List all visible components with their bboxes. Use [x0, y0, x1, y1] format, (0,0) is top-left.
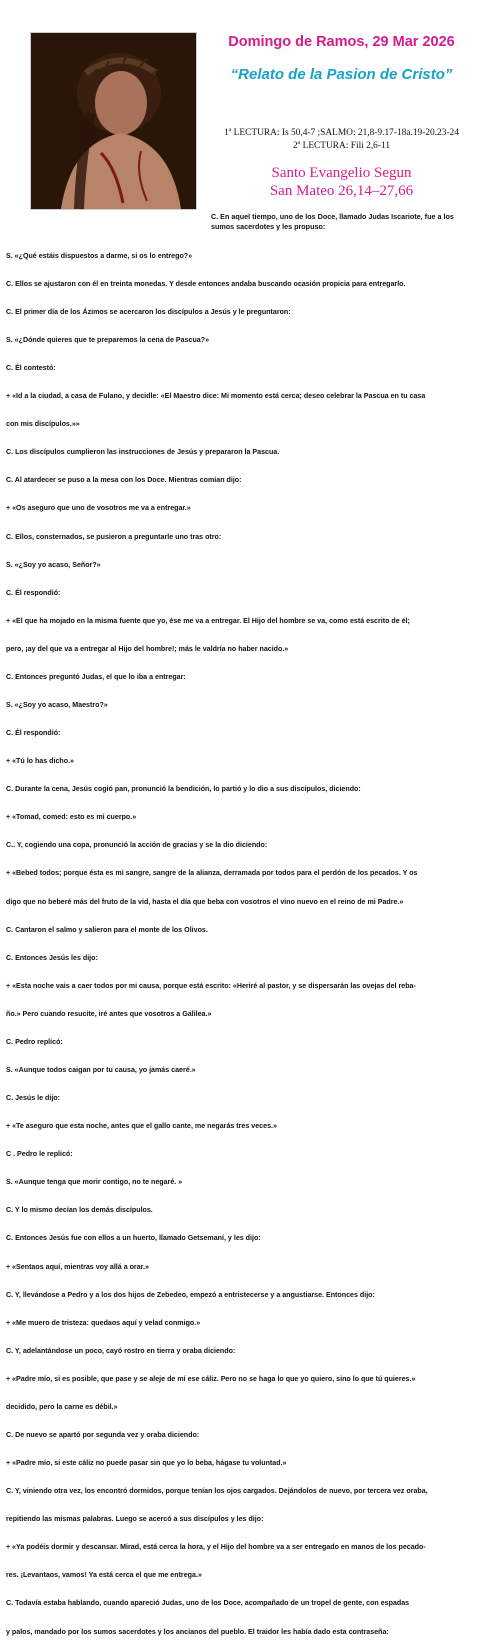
text-line: C . Pedro le replicó: — [6, 1150, 73, 1159]
text-line: C. Durante la cena, Jesús cogió pan, pronunció la bendición, lo partió y lo dio a sus discípulos, diciendo: — [6, 785, 361, 794]
text-line: S. «¿Qué estáis dispuestos a darme, si os lo entrego?» — [6, 251, 193, 260]
text-line: + «Padre mío, si este cáliz no puede pasar sin que yo lo beba, hágase tu voluntad.» — [6, 1459, 287, 1468]
passion-narrative — [6, 233, 476, 1646]
text-line: S. «¿Dónde quieres que te preparemos la cena de Pascua?» — [6, 335, 210, 344]
text-line: + «Bebed todos; porque ésta es mi sangre, sangre de la alianza, derramada por todos para el perdón de los pecados. Y os — [6, 869, 418, 878]
text-line: y palos, mandado por los sumos sacerdotes y los ancianos del pueblo. El traidor les había dado esta contraseña: — [6, 1627, 389, 1636]
text-line: C. Y, adelantándose un poco, cayó rostro en tierra y oraba diciendo: — [6, 1346, 236, 1355]
text-line: sumos sacerdotes y les propuso: — [211, 222, 326, 231]
text-line: + «El que ha mojado en la misma fuente que yo, ése me va a entregar. El Hijo del hombre se va, como está escrito de él; — [6, 616, 410, 625]
text-line: C. Y lo mismo decían los demás discípulos. — [6, 1206, 153, 1215]
text-line: + «Tomad, comed: esto es mi cuerpo.» — [6, 813, 137, 822]
text-line: res. ¡Levantaos, vamos! Ya está cerca el que me entrega.» — [6, 1571, 202, 1580]
text-line: C. Entonces Jesús les dijo: — [6, 953, 98, 962]
intro-paragraph — [211, 212, 473, 232]
second-reading: 2ª LECTURA: Fili 2,6-11 — [292, 141, 391, 151]
text-line: C. Entonces preguntó Judas, el que lo iba a entregar: — [6, 672, 186, 681]
text-line: C. Y, llevándose a Pedro y a los dos hijos de Zebedeo, empezó a entristecerse y a angustiarse. Entonces dijo: — [6, 1290, 375, 1299]
text-line: digo que no beberé más del fruto de la vid, hasta el día que beba con vosotros el vino nuevo en el reino de mi Padre.» — [6, 897, 404, 906]
text-line: + «Padre mío, si es posible, que pase y se aleje de mí ese cáliz. Pero no se haga lo que yo quiero, sino lo que tú quieres.» — [6, 1374, 416, 1383]
text-line: C. Y, viniendo otra vez, los encontró dormidos, porque tenían los ojos cargados. Dejándolos de nuevo, por tercera vez oraba, — [6, 1487, 428, 1496]
text-line: C.. Y, cogiendo una copa, pronunció la acción de gracias y se la dio diciendo: — [6, 841, 268, 850]
text-line: C. Todavía estaba hablando, cuando apareció Judas, uno de los Doce, acompañado de un tropel de gente, con espadas — [6, 1599, 410, 1608]
text-line: C. En aquel tiempo, uno de los Doce, llamado Judas Iscariote, fue a los — [211, 212, 454, 221]
text-line: repitiendo las mismas palabras. Luego se acercó a sus discípulos y les dijo: — [6, 1515, 264, 1524]
text-line: + «Esta noche vais a caer todos por mi causa, porque está escrito: «Heriré al pastor, y se dispersarán las ovejas del reba- — [6, 981, 416, 990]
portrait-illustration — [31, 33, 196, 209]
text-line: S. «¿Soy yo acaso, Señor?» — [6, 560, 101, 569]
passion-subtitle: “Relato de la Pasion de Cristo” — [230, 66, 453, 83]
date-title: Domingo de Ramos, 29 Mar 2026 — [228, 34, 455, 50]
text-line: C. Ellos, consternados, se pusieron a preguntarle uno tras otro: — [6, 532, 222, 541]
text-line: C. Él respondió: — [6, 729, 61, 738]
text-line: + «Ya podéis dormir y descansar. Mirad, está cerca la hora, y el Hijo del hombre va a ser entregado en manos de los pecado- — [6, 1543, 426, 1552]
text-line: C. Ellos se ajustaron con él en treinta monedas. Y desde entonces andaba buscando ocasión propicia para entregarlo. — [6, 279, 406, 288]
first-reading: 1ª LECTURA: Is 50,4-7 ;SALMO: 21,8-9.17-18a.19-20.23-24 — [224, 128, 459, 138]
text-line: + «Tú lo has dicho.» — [6, 757, 74, 766]
text-line: C. Él respondió: — [6, 588, 61, 597]
gospel-reference: San Mateo 26,14–27,66 — [269, 183, 414, 199]
text-line: C. Al atardecer se puso a la mesa con los Doce. Mientras comían dijo: — [6, 476, 242, 485]
text-line: + «Id a la ciudad, a casa de Fulano, y decidle: «El Maestro dice: Mi momento está cerca; deseo celebrar la Pascua en tu casa — [6, 392, 426, 401]
text-line: + «Te aseguro que esta noche, antes que el gallo cante, me negarás tres veces.» — [6, 1122, 277, 1131]
text-line: C. El primer día de los Ázimos se acercaron los discípulos a Jesús y le preguntaron: — [6, 307, 291, 316]
text-line: S. «Aunque tenga que morir contigo, no te negaré. » — [6, 1178, 183, 1187]
text-line: S. «¿Soy yo acaso, Maestro?» — [6, 700, 108, 709]
text-line: C. Cantaron el salmo y salieron para el monte de los Olivos. — [6, 925, 208, 934]
text-line: S. «Aunque todos caigan por tu causa, yo jamás caeré.» — [6, 1065, 196, 1074]
text-line: con mis discípulos.»» — [6, 420, 80, 429]
text-line: ño.» Pero cuando resucite, iré antes que vosotros a Galilea.» — [6, 1009, 212, 1018]
text-line: + «Me muero de tristeza: quedaos aquí y velad conmigo.» — [6, 1318, 201, 1327]
text-line: C. De nuevo se apartó por segunda vez y oraba diciendo: — [6, 1431, 200, 1439]
gospel-heading: Santo Evangelio Segun — [271, 165, 412, 181]
text-line: + «Sentaos aquí, mientras voy allá a orar.» — [6, 1262, 149, 1271]
text-line: C. Jesús le dijo: — [6, 1094, 61, 1103]
text-line: pero, ¡ay del que va a entregar al Hijo del hombre!; más le valdría no haber nacido.» — [6, 644, 289, 653]
text-line: C. Los discípulos cumplieron las instrucciones de Jesús y prepararon la Pascua. — [6, 448, 280, 457]
text-line: decidido, pero la carne es débil.» — [6, 1402, 118, 1411]
text-line: C. Pedro replicó: — [6, 1037, 63, 1046]
text-line: C. Entonces Jesús fue con ellos a un huerto, llamado Getsemaní, y les dijo: — [6, 1234, 261, 1243]
text-line: C. Él contestó: — [6, 364, 56, 373]
jesus-crown-of-thorns-photo — [30, 32, 197, 210]
text-line: + «Os aseguro que uno de vosotros me va a entregar.» — [6, 504, 191, 513]
